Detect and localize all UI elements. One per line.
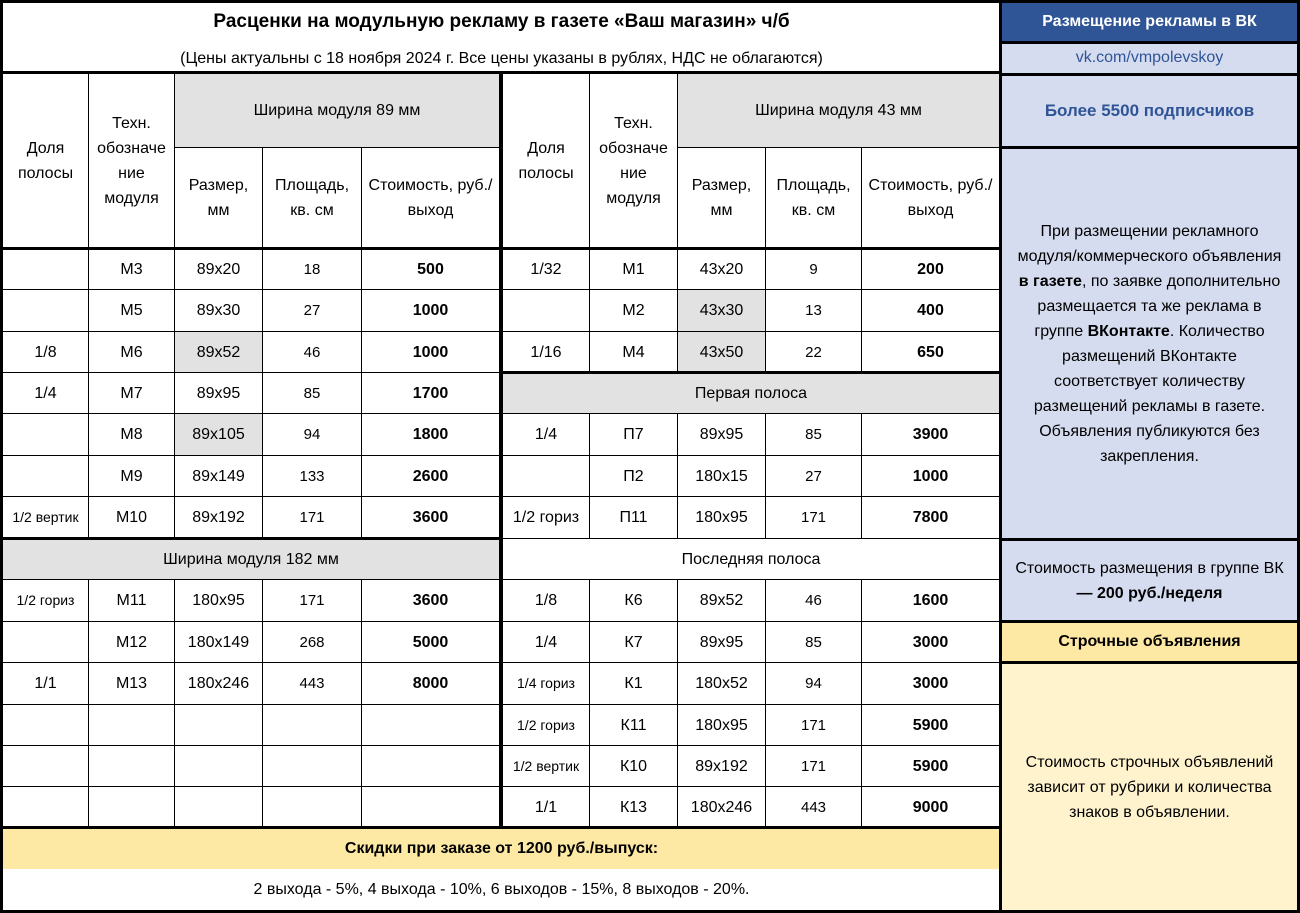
empty-cell — [3, 705, 89, 746]
price-cell: 1000 — [362, 332, 500, 373]
share-cell — [3, 249, 89, 290]
area-cell: 85 — [263, 373, 362, 414]
size-cell: 43х20 — [678, 249, 766, 290]
classifieds-text: Стоимость строчных объявлений зависит от рубрики и количества знаков в объявлении. — [1025, 753, 1274, 821]
share-cell: 1/16 — [503, 332, 590, 373]
size-cell: 180х15 — [678, 456, 766, 497]
area-cell: 171 — [766, 746, 862, 787]
col-header-share: Доля полосы — [3, 74, 89, 249]
discounts-text: 2 выхода - 5%, 4 выхода - 10%, 6 выходов - 15%, 8 выходов - 20%. — [253, 880, 750, 898]
vk-cost-label: Стоимость размещения в группе ВК — [1015, 559, 1284, 577]
size-cell: 89х95 — [678, 622, 766, 663]
empty-cell — [175, 746, 263, 787]
area-cell: 27 — [766, 456, 862, 497]
area-cell: 268 — [263, 622, 362, 663]
price-cell: 1700 — [362, 373, 500, 414]
code-cell: М13 — [89, 663, 175, 705]
share-cell: 1/2 гориз — [503, 497, 590, 539]
size-cell: 180х95 — [175, 580, 263, 622]
empty-cell — [362, 787, 500, 828]
price-cell: 3900 — [862, 414, 1000, 456]
area-cell: 94 — [766, 663, 862, 705]
price-cell: 500 — [362, 249, 500, 290]
code-cell: К7 — [590, 622, 678, 663]
price-cell: 5000 — [362, 622, 500, 663]
border-line — [1000, 620, 1300, 623]
code-cell: М4 — [590, 332, 678, 373]
share-cell: 1/2 вертик — [503, 746, 590, 787]
col-header-area: Площадь, кв. см — [263, 148, 362, 249]
code-cell: М12 — [89, 622, 175, 663]
col-header-tech: Техн. обозначе ние модуля — [590, 74, 678, 249]
share-cell: 1/4 — [503, 622, 590, 663]
area-cell: 171 — [263, 580, 362, 622]
price-cell: 5900 — [862, 705, 1000, 746]
price-cell: 3600 — [362, 497, 500, 539]
area-cell: 443 — [263, 663, 362, 705]
border-line — [500, 71, 503, 828]
area-cell: 443 — [766, 787, 862, 828]
area-cell: 13 — [766, 290, 862, 332]
size-cell: 89х192 — [175, 497, 263, 539]
group-header: Ширина модуля 43 мм — [678, 74, 1000, 148]
area-cell: 18 — [263, 249, 362, 290]
share-cell: 1/32 — [503, 249, 590, 290]
vk-subscribers-box — [1002, 76, 1297, 146]
empty-cell — [362, 705, 500, 746]
code-cell: П11 — [590, 497, 678, 539]
vk-info-box — [1002, 149, 1297, 538]
border-line — [0, 0, 3, 913]
header — [3, 3, 1000, 71]
share-cell — [503, 290, 590, 332]
size-cell: 89х95 — [678, 414, 766, 456]
price-cell: 8000 — [362, 663, 500, 705]
vk-cost-value: — 200 руб./неделя — [1076, 584, 1223, 602]
code-cell: К10 — [590, 746, 678, 787]
size-cell: 180х246 — [175, 663, 263, 705]
empty-cell — [3, 787, 89, 828]
empty-cell — [263, 705, 362, 746]
price-cell: 1600 — [862, 580, 1000, 622]
size-cell: 180х95 — [678, 497, 766, 539]
price-cell: 1800 — [362, 414, 500, 456]
size-cell: 43х50 — [678, 332, 766, 373]
share-cell — [3, 622, 89, 663]
border-line — [999, 0, 1002, 913]
price-cell: 2600 — [362, 456, 500, 497]
empty-cell — [3, 746, 89, 787]
page-subtitle: (Цены актуальны с 18 ноября 2024 г. Все цены указаны в рублях, НДС не облагаются) — [180, 50, 823, 67]
price-cell: 5900 — [862, 746, 1000, 787]
col-header-tech: Техн. обозначе ние модуля — [89, 74, 175, 249]
size-cell: 180х246 — [678, 787, 766, 828]
border-line — [0, 0, 1300, 3]
empty-cell — [89, 746, 175, 787]
code-cell: М9 — [89, 456, 175, 497]
col-header-size: Размер, мм — [175, 148, 263, 249]
vk-cost-box — [1002, 541, 1297, 620]
code-cell: К1 — [590, 663, 678, 705]
area-cell: 94 — [263, 414, 362, 456]
col-header-price: Стоимость, руб./выход — [362, 148, 500, 249]
code-cell: М7 — [89, 373, 175, 414]
col-header-area: Площадь, кв. см — [766, 148, 862, 249]
share-cell: 1/2 гориз — [3, 580, 89, 622]
area-cell: 9 — [766, 249, 862, 290]
vk-info-text: При размещении рекламного модуля/коммерческого объявления в газете, по заявке дополнительно размещается та же реклама в группе ВКонтакте. Количество размещений ВКонтакте соответствует количеству размещений рекламы в газете. Объявления публикуются без закрепления. — [1017, 222, 1282, 465]
price-cell: 650 — [862, 332, 1000, 373]
price-cell: 3000 — [862, 663, 1000, 705]
size-cell: 43х30 — [678, 290, 766, 332]
code-cell: М6 — [89, 332, 175, 373]
price-cell: 200 — [862, 249, 1000, 290]
group-header: Ширина модуля 89 мм — [175, 74, 500, 148]
vk-title: Размещение рекламы в ВК — [1002, 3, 1297, 41]
border-line — [1000, 73, 1300, 76]
col-header-size: Размер, мм — [678, 148, 766, 249]
border-line — [0, 537, 502, 540]
group-header: Ширина модуля 182 мм — [3, 539, 500, 580]
col-header-share: Доля полосы — [503, 74, 590, 249]
price-cell: 9000 — [862, 787, 1000, 828]
size-cell: 89х95 — [175, 373, 263, 414]
empty-cell — [362, 746, 500, 787]
group-header: Последняя полоса — [503, 539, 1000, 580]
share-cell — [3, 456, 89, 497]
size-cell: 180х149 — [175, 622, 263, 663]
area-cell: 85 — [766, 414, 862, 456]
share-cell: 1/4 гориз — [503, 663, 590, 705]
code-cell: М10 — [89, 497, 175, 539]
vk-subscribers: Более 5500 подписчиков — [1044, 101, 1255, 120]
col-header-price: Стоимость, руб./выход — [862, 148, 1000, 249]
classifieds-title: Строчные объявления — [1002, 623, 1297, 661]
area-cell: 133 — [263, 456, 362, 497]
code-cell: М5 — [89, 290, 175, 332]
empty-cell — [263, 787, 362, 828]
area-cell: 27 — [263, 290, 362, 332]
empty-cell — [89, 787, 175, 828]
price-cell: 400 — [862, 290, 1000, 332]
area-cell: 22 — [766, 332, 862, 373]
size-cell: 89х52 — [678, 580, 766, 622]
share-cell: 1/1 — [3, 663, 89, 705]
share-cell — [3, 290, 89, 332]
price-cell: 7800 — [862, 497, 1000, 539]
area-cell: 85 — [766, 622, 862, 663]
code-cell: К11 — [590, 705, 678, 746]
size-cell: 180х95 — [678, 705, 766, 746]
group-header: Первая полоса — [503, 373, 1000, 414]
code-cell: М1 — [590, 249, 678, 290]
share-cell: 1/8 — [3, 332, 89, 373]
classifieds-box — [1002, 664, 1297, 910]
vk-link-box — [1002, 43, 1297, 73]
empty-cell — [263, 746, 362, 787]
code-cell: М11 — [89, 580, 175, 622]
size-cell: 89х20 — [175, 249, 263, 290]
empty-cell — [175, 787, 263, 828]
share-cell: 1/2 вертик — [3, 497, 89, 539]
size-cell: 89х105 — [175, 414, 263, 456]
share-cell: 1/1 — [503, 787, 590, 828]
empty-cell — [175, 705, 263, 746]
size-cell: 89х52 — [175, 332, 263, 373]
vk-link[interactable]: vk.com/vmpolevskoy — [1075, 49, 1224, 66]
share-cell: 1/4 — [3, 373, 89, 414]
share-cell: 1/2 гориз — [503, 705, 590, 746]
share-cell — [3, 414, 89, 456]
code-cell: М3 — [89, 249, 175, 290]
border-line — [1000, 41, 1300, 44]
price-cell: 1000 — [862, 456, 1000, 497]
size-cell: 89х30 — [175, 290, 263, 332]
code-cell: П7 — [590, 414, 678, 456]
code-cell: М2 — [590, 290, 678, 332]
share-cell: 1/8 — [503, 580, 590, 622]
area-cell: 46 — [263, 332, 362, 373]
area-cell: 46 — [766, 580, 862, 622]
area-cell: 171 — [766, 497, 862, 539]
code-cell: П2 — [590, 456, 678, 497]
size-cell: 89х149 — [175, 456, 263, 497]
price-cell: 3000 — [862, 622, 1000, 663]
price-cell: 1000 — [362, 290, 500, 332]
border-line — [1000, 538, 1300, 541]
border-line — [1000, 146, 1300, 149]
size-cell: 89х192 — [678, 746, 766, 787]
area-cell: 171 — [766, 705, 862, 746]
area-cell: 171 — [263, 497, 362, 539]
page-title: Расценки на модульную рекламу в газете «Ваш магазин» ч/б — [213, 11, 790, 32]
border-line — [1000, 661, 1300, 664]
share-cell — [503, 456, 590, 497]
share-cell: 1/4 — [503, 414, 590, 456]
code-cell: К13 — [590, 787, 678, 828]
border-line — [500, 371, 1002, 374]
code-cell: М8 — [89, 414, 175, 456]
size-cell: 180х52 — [678, 663, 766, 705]
empty-cell — [89, 705, 175, 746]
discounts-title: Скидки при заказе от 1200 руб./выпуск: — [3, 829, 1000, 869]
price-cell: 3600 — [362, 580, 500, 622]
code-cell: К6 — [590, 580, 678, 622]
